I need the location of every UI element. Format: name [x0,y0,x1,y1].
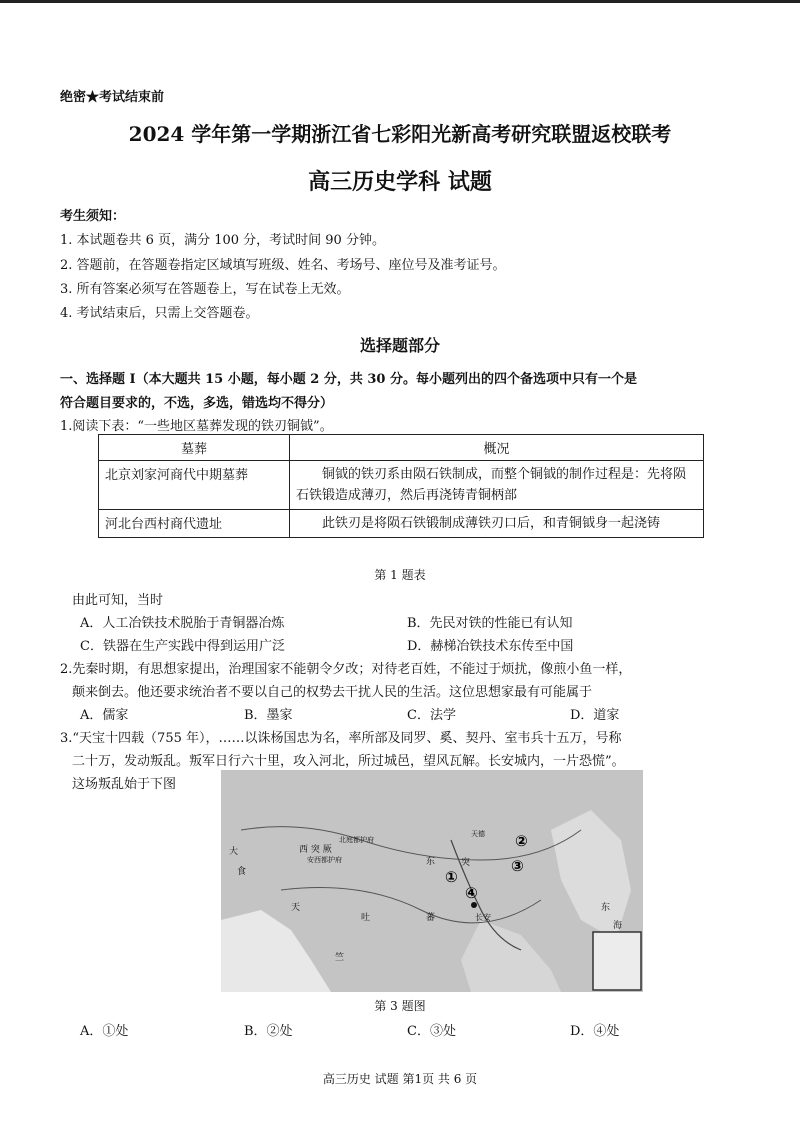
map-label-dashi-2: 食 [237,867,247,877]
map-label-changan: 长安 [475,913,491,922]
q3-option-d: D．④处 [570,1024,620,1039]
map-label-beiting: 北庭都护府 [339,836,374,844]
q2-option-b: B．墨家 [244,708,293,723]
map-marker-3: ③ [511,857,524,875]
map-marker-2: ② [515,832,528,850]
map-label-east-turks-2: 突 [461,858,471,868]
q2-option-d: D．道家 [570,708,620,723]
map-label-east-2: 海 [613,921,623,931]
map-label-anxi: 安西都护府 [307,856,342,864]
exam-subtitle: 高三历史学科 试题 [308,169,492,195]
tang-dynasty-map [221,770,643,992]
q3-option-a: A．①处 [80,1024,129,1039]
q2-option-a: A．儒家 [80,708,129,723]
notice-item: 1. 本试题卷共 6 页，满分 100 分，考试时间 90 分钟。 [60,233,385,248]
map-marker-1: ① [445,868,458,886]
notice-item: 3. 所有答案必须写在答题卷上，写在试卷上无效。 [60,282,350,297]
q3-stem-cont2: 这场叛乱始于下图 [72,777,177,792]
map-changan-dot [471,902,477,908]
table-header: 墓葬 [99,435,290,461]
top-border [0,0,800,3]
section-instruction-cont: 符合题目要求的，不选，多选，错选均不得分） [60,396,334,411]
q3-stem-cont: 二十万，发动叛乱。叛军日行六十里，攻入河北，所过城邑，望风瓦解。长安城内，一片恐慌”。 [72,754,625,769]
section-instruction: 一、选择题 I（本大题共 15 小题，每小题 2 分，共 30 分。每小题列出的四个备选项中只有一个是 [60,372,637,387]
table-cell: 铜钺的铁刃系由陨石铁制成，而整个铜钺的制作过程是：先将陨石铁锻造成薄刃，然后再浇铸青铜柄部 [290,461,704,510]
map-label-west-turks: 西 突 厥 [299,845,332,855]
q1-option-d: D．赫梯冶铁技术东传至中国 [407,639,574,654]
table-row [99,510,704,538]
q2-stem-cont: 颠来倒去。他还要求统治者不要以自己的权势去干扰人民的生活。这位思想家最有可能属于 [72,685,593,700]
q1-option-b: B．先民对铁的性能已有认知 [407,616,573,631]
map-inset [593,932,641,990]
map-label-dashi: 大 [229,847,239,857]
notice-item: 2. 答题前，在答题卷指定区域填写班级、姓名、考场号、座位号及准考证号。 [60,258,506,273]
notice-item: 4. 考试结束后，只需上交答题卷。 [60,306,259,321]
map-label-east-turks: 东 [426,857,436,867]
map-marker-4: ④ [465,884,478,902]
q1-lead: 由此可知，当时 [72,593,164,608]
q1-option-a: A．人工冶铁技术脱胎于青铜器冶炼 [80,616,285,631]
section-heading: 选择题部分 [359,336,440,355]
map-label-tian: 天 [291,903,301,913]
q3-map-caption: 第 3 题图 [374,999,426,1013]
q1-table-caption: 第 1 题表 [374,568,426,582]
q1-option-c: C．铁器在生产实践中得到运用广泛 [80,639,285,654]
q3-stem: 3.“天宝十四载（755 年），……以诛杨国忠为名，率所部及同罗、奚、契丹、室韦兵十五万，号称 [60,731,622,746]
table-row [99,461,704,510]
confidential-label: 绝密★考试结束前 [60,90,165,105]
table-header: 概况 [290,435,704,461]
exam-title: 2024 学年第一学期浙江省七彩阳光新高考研究联盟返校联考 [128,122,672,146]
map-label-zhu: 竺 [335,953,345,963]
q2-stem: 2.先秦时期，有思想家提出，治理国家不能朝令夕改；对待老百姓，不能过于烦扰，像煎小鱼一样， [60,662,632,677]
map-label-tubo: 吐 [361,913,371,923]
map-label-tiande: 天德 [471,830,485,838]
notice-heading: 考生须知： [60,209,126,224]
table-cell: 北京刘家河商代中期墓葬 [99,461,290,510]
q2-option-c: C．法学 [407,708,456,723]
map-label-tubo-2: 蕃 [426,913,436,923]
table-cell: 此铁刃是将陨石铁锻制成薄铁刃口后，和青铜钺身一起浇铸 [290,510,704,538]
table-header-row [99,435,704,461]
page-footer: 高三历史 试题 第1页 共 6 页 [322,1072,478,1086]
q1-stem: 1.阅读下表：“一些地区墓葬发现的铁刃铜钺”。 [60,419,333,434]
table-cell: 河北台西村商代遗址 [99,510,290,538]
q3-option-b: B．②处 [244,1024,293,1039]
q3-option-c: C．③处 [407,1024,456,1039]
map-label-east: 东 [601,903,611,913]
q1-table [98,434,704,538]
